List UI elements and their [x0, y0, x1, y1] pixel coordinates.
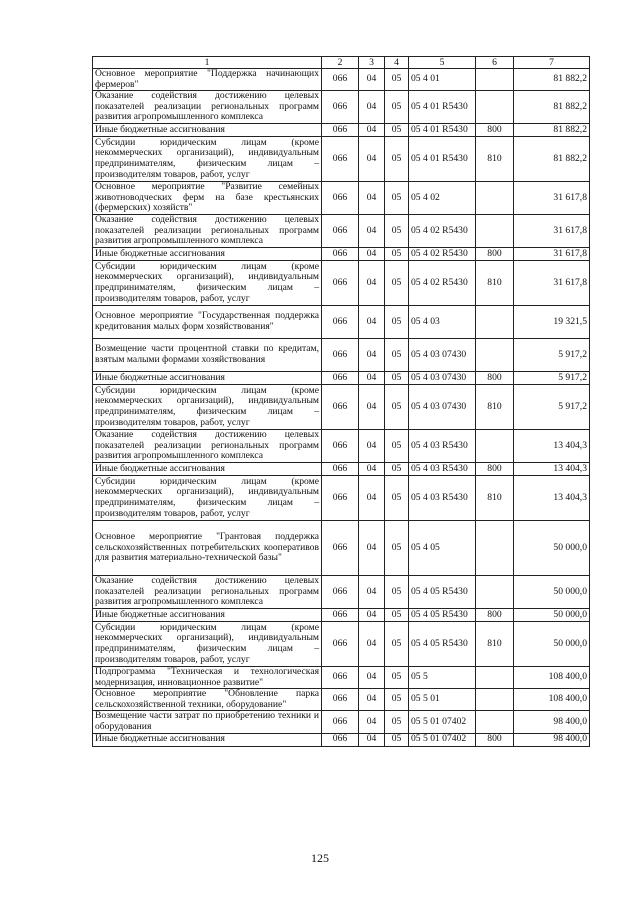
row-name-cell: Оказание содействия достижению целевых показателей реализации региональных программ развития агропромышленного комплекса	[93, 429, 322, 462]
row-section-cell: 04	[359, 733, 385, 746]
row-section-cell: 04	[359, 689, 385, 711]
row-ministry-code-cell: 066	[322, 338, 359, 371]
row-name-cell: Субсидии юридическим лицам (кроме некоммерческих организаций), индивидуальным предпринимателям, физическим лицам – производителям товаров, работ, услуг	[93, 260, 322, 305]
row-section-cell: 04	[359, 181, 385, 214]
row-subsection-cell: 05	[385, 371, 409, 384]
row-ministry-code-cell: 066	[322, 305, 359, 338]
row-target-code-cell: 05 5 01	[409, 689, 476, 711]
row-name-cell: Субсидии юридическим лицам (кроме некоммерческих организаций), индивидуальным предпринимателям, физическим лицам – производителям товаров, работ, услуг	[93, 475, 322, 520]
page-number: 125	[311, 851, 329, 865]
row-section-cell: 04	[359, 384, 385, 429]
table-row	[93, 69, 590, 91]
row-amount-cell: 81 882,2	[514, 136, 590, 181]
row-amount-cell: 5 917,2	[514, 338, 590, 371]
row-amount-cell: 108 400,0	[514, 689, 590, 711]
table-row	[93, 181, 590, 214]
row-ministry-code-cell: 066	[322, 123, 359, 136]
table-row	[93, 260, 590, 305]
row-name-cell: Подпрограмма "Техническая и технологическая модернизация, инновационное развитие"	[93, 666, 322, 688]
row-expense-type-cell	[476, 429, 514, 462]
row-ministry-code-cell: 066	[322, 214, 359, 247]
row-expense-type-cell	[476, 181, 514, 214]
row-subsection-cell: 05	[385, 91, 409, 124]
table-row	[93, 384, 590, 429]
table-row	[93, 733, 590, 746]
table-row	[93, 371, 590, 384]
row-amount-cell: 13 404,3	[514, 462, 590, 475]
row-expense-type-cell	[476, 305, 514, 338]
row-section-cell: 04	[359, 136, 385, 181]
row-expense-type-cell: 800	[476, 462, 514, 475]
row-expense-type-cell: 800	[476, 123, 514, 136]
row-ministry-code-cell: 066	[322, 666, 359, 688]
row-section-cell: 04	[359, 608, 385, 621]
row-name-cell: Иные бюджетные ассигнования	[93, 123, 322, 136]
row-expense-type-cell	[476, 520, 514, 575]
table-row	[93, 475, 590, 520]
row-target-code-cell: 05 4 05 R5430	[409, 575, 476, 608]
table-body	[93, 57, 590, 747]
row-subsection-cell: 05	[385, 429, 409, 462]
row-ministry-code-cell: 066	[322, 520, 359, 575]
row-amount-cell: 5 917,2	[514, 371, 590, 384]
table-row	[93, 214, 590, 247]
table-row	[93, 575, 590, 608]
row-section-cell: 04	[359, 475, 385, 520]
row-name-cell: Иные бюджетные ассигнования	[93, 462, 322, 475]
row-name-cell: Иные бюджетные ассигнования	[93, 371, 322, 384]
header-cell: 2	[322, 57, 359, 69]
row-expense-type-cell: 800	[476, 247, 514, 260]
row-amount-cell: 50 000,0	[514, 608, 590, 621]
row-expense-type-cell	[476, 711, 514, 733]
row-subsection-cell: 05	[385, 689, 409, 711]
row-target-code-cell: 05 4 01 R5430	[409, 91, 476, 124]
row-ministry-code-cell: 066	[322, 181, 359, 214]
row-subsection-cell: 05	[385, 260, 409, 305]
row-ministry-code-cell: 066	[322, 711, 359, 733]
header-cell: 6	[476, 57, 514, 69]
row-name-cell: Иные бюджетные ассигнования	[93, 247, 322, 260]
row-ministry-code-cell: 066	[322, 91, 359, 124]
row-expense-type-cell: 810	[476, 136, 514, 181]
row-expense-type-cell: 810	[476, 621, 514, 666]
row-target-code-cell: 05 4 03 R5430	[409, 462, 476, 475]
row-ministry-code-cell: 066	[322, 575, 359, 608]
row-section-cell: 04	[359, 520, 385, 575]
row-ministry-code-cell: 066	[322, 689, 359, 711]
row-target-code-cell: 05 4 05	[409, 520, 476, 575]
row-expense-type-cell: 800	[476, 608, 514, 621]
row-target-code-cell: 05 4 02 R5430	[409, 214, 476, 247]
row-target-code-cell: 05 5 01 07402	[409, 733, 476, 746]
row-expense-type-cell	[476, 338, 514, 371]
row-amount-cell: 19 321,5	[514, 305, 590, 338]
budget-table	[92, 56, 590, 747]
row-amount-cell: 31 617,8	[514, 247, 590, 260]
row-amount-cell: 81 882,2	[514, 91, 590, 124]
row-section-cell: 04	[359, 666, 385, 688]
row-ministry-code-cell: 066	[322, 475, 359, 520]
row-amount-cell: 98 400,0	[514, 733, 590, 746]
row-subsection-cell: 05	[385, 462, 409, 475]
row-expense-type-cell	[476, 575, 514, 608]
row-target-code-cell: 05 5	[409, 666, 476, 688]
row-name-cell: Основное мероприятие "Обновление парка сельскохозяйственной техники, оборудование"	[93, 689, 322, 711]
header-cell: 4	[385, 57, 409, 69]
row-subsection-cell: 05	[385, 520, 409, 575]
row-section-cell: 04	[359, 429, 385, 462]
header-cell: 3	[359, 57, 385, 69]
row-name-cell: Возмещение части процентной ставки по кредитам, взятым малыми формами хозяйствования	[93, 338, 322, 371]
row-expense-type-cell: 810	[476, 260, 514, 305]
row-subsection-cell: 05	[385, 733, 409, 746]
row-subsection-cell: 05	[385, 608, 409, 621]
row-target-code-cell: 05 5 01 07402	[409, 711, 476, 733]
table-row	[93, 123, 590, 136]
row-name-cell: Субсидии юридическим лицам (кроме некоммерческих организаций), индивидуальным предпринимателям, физическим лицам – производителям товаров, работ, услуг	[93, 136, 322, 181]
row-section-cell: 04	[359, 91, 385, 124]
row-expense-type-cell	[476, 91, 514, 124]
table-row	[93, 136, 590, 181]
row-target-code-cell: 05 4 01 R5430	[409, 136, 476, 181]
row-name-cell: Основное мероприятие "Развитие семейных животноводческих ферм на базе крестьянских (фермерских) хозяйств"	[93, 181, 322, 214]
row-expense-type-cell: 810	[476, 475, 514, 520]
table-row	[93, 520, 590, 575]
row-name-cell: Субсидии юридическим лицам (кроме некоммерческих организаций), индивидуальным предпринимателям, физическим лицам – производителям товаров, работ, услуг	[93, 621, 322, 666]
row-target-code-cell: 05 4 03 07430	[409, 384, 476, 429]
row-ministry-code-cell: 066	[322, 247, 359, 260]
row-expense-type-cell	[476, 689, 514, 711]
row-section-cell: 04	[359, 305, 385, 338]
table-row	[93, 621, 590, 666]
row-amount-cell: 31 617,8	[514, 260, 590, 305]
row-subsection-cell: 05	[385, 305, 409, 338]
row-target-code-cell: 05 4 01	[409, 69, 476, 91]
row-target-code-cell: 05 4 01 R5430	[409, 123, 476, 136]
row-ministry-code-cell: 066	[322, 462, 359, 475]
row-subsection-cell: 05	[385, 247, 409, 260]
row-target-code-cell: 05 4 05 R5430	[409, 621, 476, 666]
row-section-cell: 04	[359, 260, 385, 305]
table-row	[93, 711, 590, 733]
row-amount-cell: 50 000,0	[514, 575, 590, 608]
row-name-cell: Оказание содействия достижению целевых показателей реализации региональных программ развития агропромышленного комплекса	[93, 214, 322, 247]
row-expense-type-cell	[476, 666, 514, 688]
row-ministry-code-cell: 066	[322, 69, 359, 91]
row-ministry-code-cell: 066	[322, 733, 359, 746]
row-subsection-cell: 05	[385, 136, 409, 181]
row-name-cell: Иные бюджетные ассигнования	[93, 733, 322, 746]
row-amount-cell: 31 617,8	[514, 181, 590, 214]
row-ministry-code-cell: 066	[322, 621, 359, 666]
table-row	[93, 91, 590, 124]
row-subsection-cell: 05	[385, 475, 409, 520]
row-subsection-cell: 05	[385, 181, 409, 214]
row-expense-type-cell: 800	[476, 371, 514, 384]
row-amount-cell: 13 404,3	[514, 429, 590, 462]
row-subsection-cell: 05	[385, 621, 409, 666]
row-target-code-cell: 05 4 02 R5430	[409, 247, 476, 260]
row-subsection-cell: 05	[385, 575, 409, 608]
row-amount-cell: 98 400,0	[514, 711, 590, 733]
row-amount-cell: 5 917,2	[514, 384, 590, 429]
row-target-code-cell: 05 4 05 R5430	[409, 608, 476, 621]
row-amount-cell: 13 404,3	[514, 475, 590, 520]
row-section-cell: 04	[359, 247, 385, 260]
header-cell: 7	[514, 57, 590, 69]
row-target-code-cell: 05 4 02 R5430	[409, 260, 476, 305]
row-name-cell: Оказание содействия достижению целевых показателей реализации региональных программ развития агропромышленного комплекса	[93, 575, 322, 608]
row-section-cell: 04	[359, 69, 385, 91]
table-row	[93, 247, 590, 260]
row-name-cell: Субсидии юридическим лицам (кроме некоммерческих организаций), индивидуальным предпринимателям, физическим лицам – производителям товаров, работ, услуг	[93, 384, 322, 429]
table-row	[93, 305, 590, 338]
row-name-cell: Возмещение части затрат по приобретению техники и оборудования	[93, 711, 322, 733]
row-ministry-code-cell: 066	[322, 429, 359, 462]
table-row	[93, 338, 590, 371]
row-subsection-cell: 05	[385, 338, 409, 371]
row-target-code-cell: 05 4 03 07430	[409, 371, 476, 384]
row-target-code-cell: 05 4 03 R5430	[409, 429, 476, 462]
table-row	[93, 666, 590, 688]
header-cell: 1	[93, 57, 322, 69]
row-section-cell: 04	[359, 123, 385, 136]
row-name-cell: Оказание содействия достижению целевых показателей реализации региональных программ развития агропромышленного комплекса	[93, 91, 322, 124]
row-ministry-code-cell: 066	[322, 136, 359, 181]
row-section-cell: 04	[359, 214, 385, 247]
table-row	[93, 689, 590, 711]
row-subsection-cell: 05	[385, 69, 409, 91]
row-name-cell: Иные бюджетные ассигнования	[93, 608, 322, 621]
table-row	[93, 462, 590, 475]
row-amount-cell: 50 000,0	[514, 621, 590, 666]
row-subsection-cell: 05	[385, 666, 409, 688]
row-name-cell: Основное мероприятие "Государственная поддержка кредитования малых форм хозяйствования"	[93, 305, 322, 338]
row-expense-type-cell: 810	[476, 384, 514, 429]
row-ministry-code-cell: 066	[322, 608, 359, 621]
header-cell: 5	[409, 57, 476, 69]
row-expense-type-cell	[476, 214, 514, 247]
row-subsection-cell: 05	[385, 214, 409, 247]
row-name-cell: Основное мероприятие "Поддержка начинающих фермеров"	[93, 69, 322, 91]
table-row	[93, 608, 590, 621]
row-section-cell: 04	[359, 462, 385, 475]
row-ministry-code-cell: 066	[322, 384, 359, 429]
row-amount-cell: 108 400,0	[514, 666, 590, 688]
row-section-cell: 04	[359, 575, 385, 608]
row-section-cell: 04	[359, 621, 385, 666]
row-subsection-cell: 05	[385, 711, 409, 733]
row-amount-cell: 81 882,2	[514, 123, 590, 136]
row-target-code-cell: 05 4 03 R5430	[409, 475, 476, 520]
row-amount-cell: 50 000,0	[514, 520, 590, 575]
row-subsection-cell: 05	[385, 123, 409, 136]
row-amount-cell: 81 882,2	[514, 69, 590, 91]
row-section-cell: 04	[359, 371, 385, 384]
row-subsection-cell: 05	[385, 384, 409, 429]
table-header-row	[93, 57, 590, 69]
row-expense-type-cell	[476, 69, 514, 91]
row-target-code-cell: 05 4 02	[409, 181, 476, 214]
row-name-cell: Основное мероприятие "Грантовая поддержка сельскохозяйственных потребительских кооперативов для развития материально-технической базы"	[93, 520, 322, 575]
row-ministry-code-cell: 066	[322, 371, 359, 384]
row-section-cell: 04	[359, 338, 385, 371]
row-ministry-code-cell: 066	[322, 260, 359, 305]
row-section-cell: 04	[359, 711, 385, 733]
row-amount-cell: 31 617,8	[514, 214, 590, 247]
row-expense-type-cell: 800	[476, 733, 514, 746]
row-target-code-cell: 05 4 03 07430	[409, 338, 476, 371]
row-target-code-cell: 05 4 03	[409, 305, 476, 338]
table-row	[93, 429, 590, 462]
